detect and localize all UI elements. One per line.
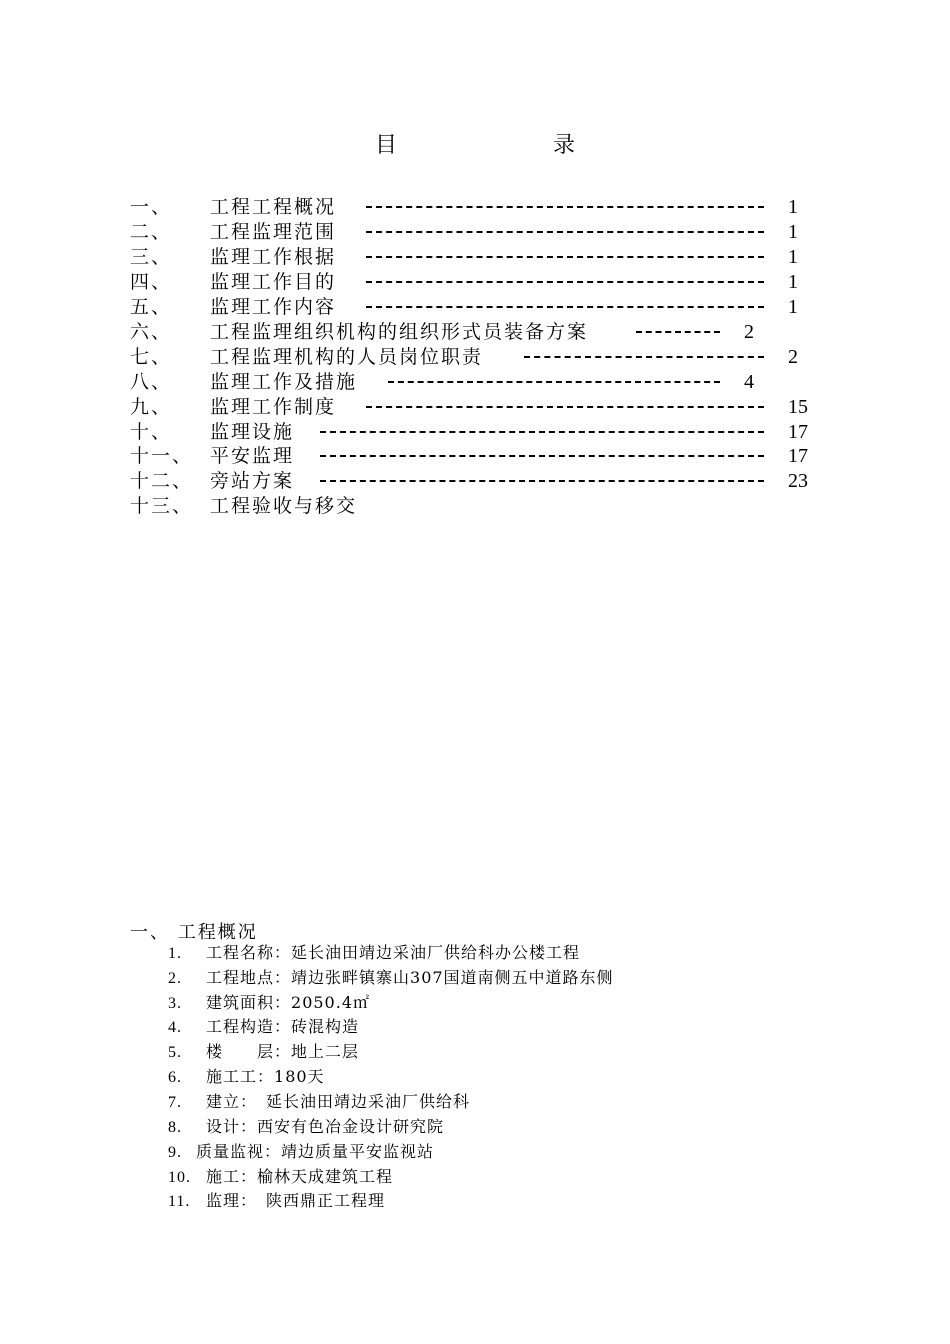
toc-entry-number: 一、: [130, 196, 173, 218]
toc-entry-title: 工程监理范围: [210, 221, 337, 243]
toc-entry-page: 23: [788, 470, 808, 492]
toc-entry-title: 工程监理组织机构的组织形式员装备方案: [210, 321, 589, 343]
toc-entry-title: 监理工作内容: [210, 296, 337, 318]
toc-entry-title: 监理工作制度: [210, 396, 337, 418]
item-label: 设计：: [206, 1117, 258, 1136]
toc-entry-page: 1: [788, 196, 798, 218]
toc-entry-title: 工程工程概况: [210, 196, 337, 218]
item-number: 3.: [168, 995, 182, 1012]
item-value: 地上二层: [291, 1042, 360, 1061]
toc-entry-number: 五、: [130, 296, 173, 318]
toc-entry[interactable]: [0, 345, 950, 369]
toc-entry-page: 2: [788, 346, 798, 368]
toc-leader-dots: [320, 455, 764, 457]
item-value: 延长油田靖边采油厂供给科: [249, 1092, 471, 1111]
item-value: 砖混构造: [291, 1017, 360, 1036]
overview-item: [168, 942, 580, 964]
toc-entry-number: 三、: [130, 246, 173, 268]
toc-entry[interactable]: [0, 395, 950, 419]
toc-leader-dots: [366, 231, 764, 233]
item-value: 陕西鼎正工程理: [249, 1191, 386, 1210]
toc-leader-dots: [320, 431, 764, 433]
item-label: 工程地点：: [206, 968, 292, 987]
toc-leader-dots: [388, 381, 720, 383]
toc-entry-number: 四、: [130, 271, 173, 293]
item-label: 建立：: [206, 1092, 250, 1111]
overview-item: [168, 1141, 434, 1163]
overview-item: [168, 1190, 385, 1212]
overview-item: [168, 992, 370, 1014]
toc-entry-title: 旁站方案: [210, 470, 295, 492]
item-value: 180天: [274, 1067, 325, 1086]
overview-item: [168, 1166, 393, 1188]
item-label: 楼 层：: [206, 1042, 292, 1061]
toc-entry-page: 1: [788, 246, 798, 268]
item-label: 工程构造：: [206, 1017, 292, 1036]
toc-entry-title: 平安监理: [210, 445, 295, 467]
item-label: 监理：: [206, 1191, 250, 1210]
toc-entry[interactable]: [0, 370, 950, 394]
item-value: 延长油田靖边采油厂供给科办公楼工程: [291, 943, 581, 962]
item-number: 11.: [168, 1193, 191, 1210]
toc-entry-page: 1: [788, 221, 798, 243]
toc-entry-number: 十、: [130, 421, 173, 443]
item-number: 7.: [168, 1094, 182, 1111]
toc-title-right: 录: [553, 133, 576, 158]
toc-entry-title: 监理工作根据: [210, 246, 337, 268]
item-number: 8.: [168, 1119, 182, 1136]
overview-item: [168, 1116, 444, 1138]
toc-entry-number: 十二、: [130, 470, 194, 492]
toc-entry-page: 4: [744, 371, 754, 393]
section-heading: 一、 工程概况: [130, 922, 258, 943]
toc-entry-number: 七、: [130, 346, 173, 368]
item-value: 西安有色冶金设计研究院: [257, 1117, 445, 1136]
item-label: 施工：: [206, 1167, 258, 1186]
overview-item: [168, 1091, 470, 1113]
toc-entry-page: 15: [788, 396, 808, 418]
toc-entry-title: 工程验收与移交: [210, 495, 358, 517]
toc-leader-dots: [636, 331, 720, 333]
item-label: 质量监视：: [196, 1142, 282, 1161]
toc-entry[interactable]: [0, 469, 950, 493]
toc-entry-number: 六、: [130, 321, 173, 343]
item-value: 靖边张畔镇寨山307国道南侧五中道路东侧: [291, 968, 614, 987]
toc-entry[interactable]: [0, 220, 950, 244]
item-number: 2.: [168, 970, 182, 987]
toc-entry-page: 2: [744, 321, 754, 343]
item-number: 5.: [168, 1044, 182, 1061]
item-value: 榆林天成建筑工程: [257, 1167, 394, 1186]
toc-leader-dots: [320, 480, 764, 482]
toc-entry-title: 监理工作及措施: [210, 371, 358, 393]
item-number: 9.: [168, 1144, 182, 1161]
toc-entry-number: 十三、: [130, 495, 194, 517]
toc-leader-dots: [366, 306, 764, 308]
toc-entry[interactable]: [0, 195, 950, 219]
toc-leader-dots: [366, 406, 764, 408]
toc-entry-page: 17: [788, 421, 808, 443]
toc-entry[interactable]: [0, 444, 950, 468]
toc-entry-title: 工程监理机构的人员岗位职责: [210, 346, 484, 368]
toc-entry[interactable]: [0, 494, 950, 518]
item-value: 靖边质量平安监视站: [281, 1142, 435, 1161]
toc-entry-page: 1: [788, 271, 798, 293]
item-number: 10.: [168, 1169, 191, 1186]
item-number: 6.: [168, 1069, 182, 1086]
toc-entry-title: 监理设施: [210, 421, 295, 443]
item-label: 建筑面积：: [206, 993, 292, 1012]
toc-entry[interactable]: [0, 420, 950, 444]
overview-item: [168, 1066, 325, 1088]
toc-leader-dots: [366, 281, 764, 283]
toc-entry-title: 监理工作目的: [210, 271, 337, 293]
toc-leader-dots: [366, 206, 764, 208]
item-value: 2050.4㎡: [291, 993, 371, 1012]
toc-entry-number: 八、: [130, 371, 173, 393]
toc-title: [0, 128, 950, 162]
toc-entry[interactable]: [0, 295, 950, 319]
toc-entry-number: 十一、: [130, 445, 194, 467]
toc-entry-number: 二、: [130, 221, 173, 243]
toc-entry-number: 九、: [130, 396, 173, 418]
toc-leader-dots: [524, 356, 764, 358]
overview-item: [168, 1016, 359, 1038]
item-label: 工程名称：: [206, 943, 292, 962]
overview-item: [168, 967, 614, 989]
toc-entry[interactable]: [0, 245, 950, 269]
toc-entry-page: 1: [788, 296, 798, 318]
item-number: 4.: [168, 1019, 182, 1036]
toc-title-left: 目: [375, 133, 398, 158]
toc-entry[interactable]: [0, 320, 950, 344]
toc-entry[interactable]: [0, 270, 950, 294]
toc-entry-page: 17: [788, 445, 808, 467]
toc-leader-dots: [366, 256, 764, 258]
item-number: 1.: [168, 945, 182, 962]
item-label: 施工工：: [206, 1067, 275, 1086]
overview-item: [168, 1041, 359, 1063]
